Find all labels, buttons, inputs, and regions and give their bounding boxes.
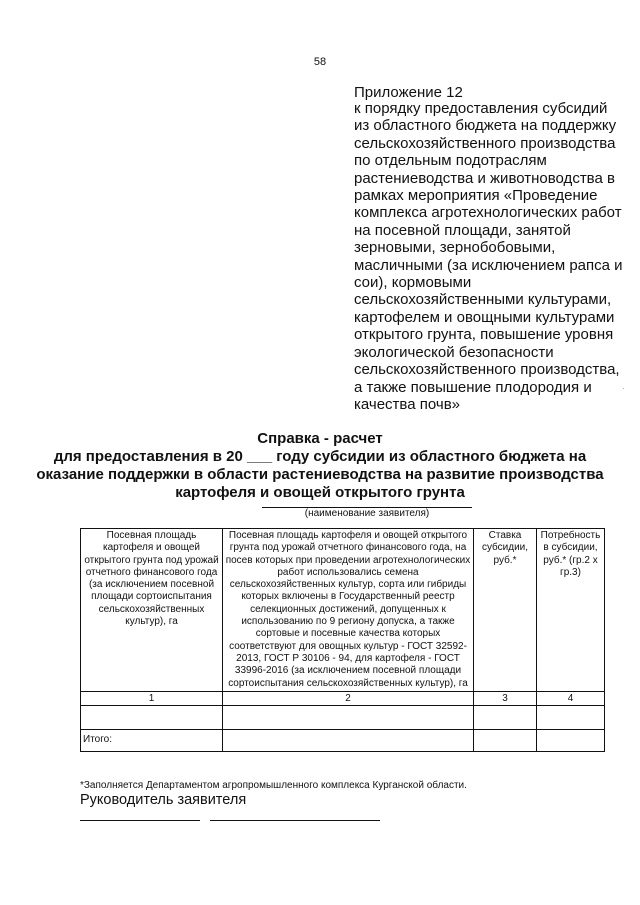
page-number: 58 <box>313 56 327 68</box>
column-number: 2 <box>223 691 474 705</box>
heading-line: оказание поддержки в области растениеводства на развитие производства <box>36 466 604 483</box>
table-cell[interactable] <box>81 705 223 729</box>
appendix-line: экологической безопасности <box>354 343 554 361</box>
applicant-caption: (наименование заявителя) <box>304 508 430 519</box>
total-label: Итого: <box>81 729 223 751</box>
table-cell[interactable] <box>474 729 537 751</box>
appendix-line: картофелем и овощными культурами <box>354 308 615 326</box>
appendix-line: сельскохозяйственными культурами, <box>354 291 612 309</box>
table-header-row <box>81 529 605 692</box>
heading-title: Справка - расчет <box>257 430 383 447</box>
table-cell[interactable] <box>223 729 474 751</box>
appendix-line: из областного бюджета на поддержку <box>354 117 617 135</box>
signature-label: Руководитель заявителя <box>80 792 247 808</box>
appendix-text <box>354 100 623 413</box>
column-number: 3 <box>474 691 537 705</box>
appendix-line: качества почв» <box>354 395 461 413</box>
appendix-line: а также повышение плодородия и <box>354 378 592 396</box>
footnote: *Заполняется Департаментом агропромышленного комплекса Курганской области. <box>80 780 467 791</box>
table-cell[interactable] <box>223 705 474 729</box>
table-cell[interactable] <box>474 705 537 729</box>
appendix-line: по отдельным подотраслям <box>354 152 547 170</box>
appendix-line: масличными (за исключением рапса и <box>354 256 623 274</box>
column-header: Посевная площадь картофеля и овощей открытого грунта под урожай отчетного финансового года, на посев которых при проведении агротехнологических работ использовались семена сельскохозяйственных культур, сорта или гибриды которых включены в Государственный реестр селекционных достижений, допущенных к использованию по 9 региону допуска, а также сортовые и посевные качества которых соответствуют для овощных культур - ГОСТ 32592-2013, ГОСТ Р 30106 - 94, для картофеля - ГОСТ 33996-2016 (за исключением посевной площади сортоиспытания сельскохозяйственных культур), га <box>223 529 474 692</box>
appendix-line: комплекса агротехнологических работ <box>354 204 622 222</box>
column-header: Ставка субсидии, руб.* <box>474 529 537 692</box>
appendix-line: открытого грунта, повышение уровня <box>354 326 614 344</box>
column-header: Посевная площадь картофеля и овощей открытого грунта под урожай отчетного финансового года (за исключением посевной площади сортоиспытания сельскохозяйственных культур), га <box>81 529 223 692</box>
document-heading <box>0 430 640 502</box>
column-number: 4 <box>537 691 605 705</box>
appendix-line: растениеводства и животноводства в <box>354 169 615 187</box>
appendix-title: Приложение 12 <box>354 84 463 101</box>
table-cell[interactable] <box>537 705 605 729</box>
heading-line: для предоставления в 20 ___ году субсидии из областного бюджета на <box>53 448 587 465</box>
column-header: Потребность в субсидии, руб.* (гр.2 х гр.3) <box>537 529 605 692</box>
signature-name-line <box>210 820 380 821</box>
appendix-line: сои), кормовыми <box>354 274 472 292</box>
heading-line: картофеля и овощей открытого грунта <box>175 484 465 501</box>
subsidy-table <box>80 528 605 752</box>
appendix-line: рамках мероприятия «Проведение <box>354 187 598 205</box>
appendix-line: зерновыми, зернобобовыми, <box>354 239 556 257</box>
scan-mark: · <box>622 384 625 393</box>
appendix-line: к порядку предоставления субсидий <box>354 100 608 117</box>
table-row <box>81 705 605 729</box>
column-number-row <box>81 691 605 705</box>
table-cell[interactable] <box>537 729 605 751</box>
signature-line <box>80 820 200 821</box>
appendix-line: на посевной площади, занятой <box>354 221 571 239</box>
appendix-line: сельскохозяйственного производства, <box>354 361 620 379</box>
column-number: 1 <box>81 691 223 705</box>
total-row <box>81 729 605 751</box>
appendix-line: сельскохозяйственного производства <box>354 134 616 152</box>
